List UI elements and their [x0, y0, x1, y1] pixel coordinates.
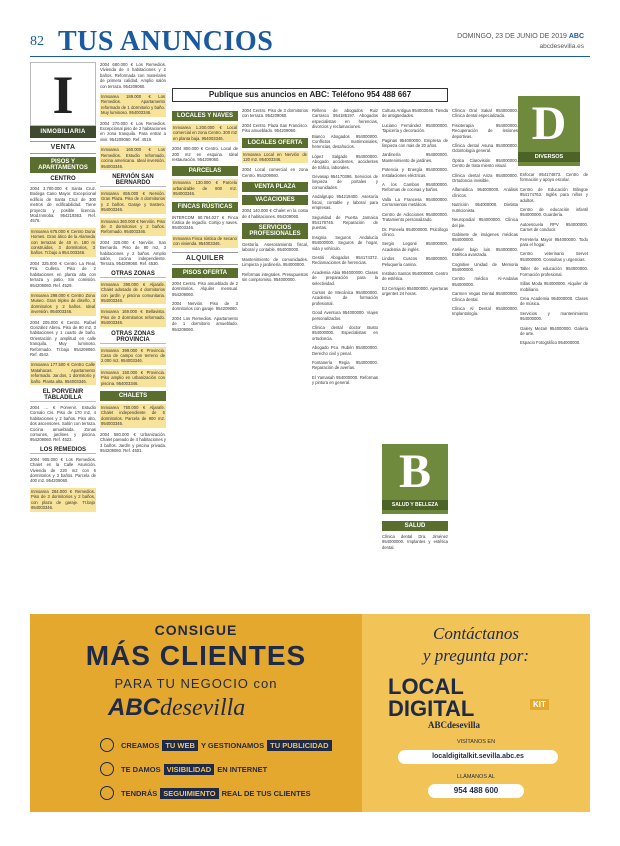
classified-ad: Clínica Al Dental 954000000. Implantología.: [452, 305, 518, 317]
local-digital-logo: LOCAL DIGITAL: [388, 674, 475, 721]
classified-ad: 2004 800.000 € Centro. Local de 200 m2 en esquina. Ideal restauración. 954209060.: [172, 146, 238, 163]
classified-ad: Inmoarea 150.000 € Provincia. Piso amplio en urbanización con piscina. 954003346.: [101, 369, 165, 386]
section-heading: VENTA PLAZA: [242, 182, 308, 192]
classified-ad: Alfamédica 954000000. Análisis clínicos.: [452, 187, 518, 198]
classified-ad: A los Cambos 954000000. Reformas de cocinas y baños.: [382, 182, 448, 193]
column-7: [452, 108, 518, 648]
classified-ad: 2004 905.000 € Los Remedios. Chalet en la Calle Asunción. Vivienda de 220 m2 con 6 dormitorios y 3 baños. Parcela de 400 m2. 954209060.: [30, 456, 96, 484]
sub-heading: EL PORVENIR TABLADILLA: [30, 389, 96, 402]
classified-ad: Insignia Seguros Andalucía 954000000. Seguros de hogar, vida y vehículo.: [312, 234, 378, 251]
column-5: [312, 108, 378, 648]
classified-ad: 2004 270.000 € Los Remedios. Excepcional piso de 2 habitaciones en zona tranquila. Para entrar a vivir. 954209060. Ref. 4519.: [100, 120, 166, 142]
column-8: [520, 172, 588, 602]
category-label: INMOBILIARIA: [30, 126, 96, 138]
classified-ad: 2004 325.000 € Nervión. San Bernardo. Piso de 90 m2, 3 habitaciones y 2 baños. Amplio salón, cocina independiente. Terraza. 954209060. Ref. 4530.: [100, 239, 166, 267]
abc-small-logo: ABCdesevilla: [428, 720, 481, 730]
section-letter: B: [398, 445, 431, 498]
section-title: TUS ANUNCIOS: [58, 26, 274, 57]
classified-ad: Valla La Francesa 954000000. Cerramientos metálicos.: [382, 196, 448, 208]
section-heading: PARCELAS: [172, 166, 238, 176]
tracking-icon: [100, 786, 114, 800]
column-inmobiliaria: [30, 62, 96, 602]
classified-ad: 2004 ... € Porvenir. Estudio Cornalo Cis. Piso de 170 m2, 4 habitaciones y 2 baños. Piso alto, dos ascensores. Salón con terraza. Cocina amueblada. Zonas comunes, jardines y piscina. 954209060. Ref. 4522.: [30, 405, 96, 443]
classified-ad: Centro de educación infantil 954000000. Guardería.: [520, 207, 588, 218]
site-url: abcdesevilla.es: [539, 43, 584, 50]
classified-ad: Clínica dental Asuna 954000000. Odontología general.: [452, 143, 518, 154]
classified-ad: Óptica Clarovisión 954000000. Centro de trata miento visual.: [452, 157, 518, 169]
classified-ad: Jardinería 954000000. Mantenimiento de jardines.: [382, 152, 448, 163]
classified-ad: Inmoarea Local en Nervión de 120 m2. 954003346.: [243, 151, 307, 163]
classified-ad: Centro de Educación Bilingüe 954174763. Inglés para niños y adultos.: [520, 186, 588, 203]
sub-heading: LOS REMEDIOS: [30, 447, 96, 454]
classified-ad: 2004 Nervión. Piso de 3 dormitorios con garaje. 954209060.: [172, 300, 238, 312]
classified-ad: Paginas 954000000. Empresa de limpieza con más de 20 años.: [382, 137, 448, 149]
section-heading: FINCAS RÚSTICAS: [172, 202, 238, 212]
section-heading: SALUD: [382, 521, 448, 531]
classified-ad: Inmoarea 160.000 € Los Remedios. Estudio reformado, cocina americana. Ideal inversión. 954003346.: [101, 147, 165, 169]
sub-heading: NERVIÓN SAN BERNARDO: [100, 174, 166, 187]
column-2: [100, 62, 166, 602]
classified-ad: Andalgrupo 954219400. Asesoría fiscal, contable y laboral para empresas.: [312, 194, 378, 211]
ad-left-panel: [30, 614, 362, 812]
visit-label: VISÍTANOS EN: [456, 739, 496, 745]
web-icon: [100, 738, 114, 752]
sub-heading: OTRAS ZONAS PROVINCIA: [100, 331, 166, 344]
section-letter: D: [531, 97, 567, 150]
category-label: DIVERSOS: [518, 152, 580, 162]
classified-ad: 2004 580.000 € Urbanización. Chalet pareado de 4 habitaciones y 3 baños. Jardín y piscina privada. 954209060. Ref. 4501.: [100, 431, 166, 453]
classified-ad: Clínica dental doctor Busto 954000000. Especialistas en ortodoncia.: [312, 325, 378, 341]
classified-ad: Gestoría. Asesoramiento fiscal, laboral y contable. 954000000.: [242, 242, 308, 253]
classified-ad: Taller de educación 954000000. Formación profesional.: [520, 266, 588, 277]
visibility-icon: [100, 762, 114, 776]
classified-ad: Instituto Santos 954000000. Centro de estética.: [382, 270, 448, 282]
classified-ad: Relleno de abogados Ruiz Carrasco 954185197. Abogados especialistas en herencias, divorcios y reclamaciones.: [312, 108, 378, 130]
section-heading: ALQUILER: [172, 252, 238, 265]
sub-heading: CENTRO: [30, 176, 96, 183]
classified-ad: Atelier bajo luis 954000000. Estética avanzada.: [452, 246, 518, 258]
section-heading: LOCALES OFERTA: [242, 138, 308, 148]
section-letter: I: [30, 62, 96, 126]
classified-ad: Sillas Moda 954000000. Alquiler de mobiliario.: [520, 281, 588, 292]
sub-heading: OTRAS ZONAS: [100, 271, 166, 278]
call-label: LLÁMANOS AL: [457, 774, 495, 780]
ad-headline: MÁS CLIENTES: [85, 640, 307, 671]
classified-ad: Centro veterinario Servet 954000000. Consultas y urgencias.: [520, 251, 588, 262]
ad-contact-subheading: y pregunta por:: [422, 646, 530, 665]
classified-ad: Ferretería Mayor 954000000. Todo para el hogar.: [520, 236, 588, 248]
classified-ad: Inmoarea Finca rústica de secano con vivienda. 954003346.: [173, 235, 237, 247]
classified-ad: 2004 680.000 € Los Remedios. Vivienda de 4 habitaciones y 2 baños. Reformada con materiales de primera calidad. Amplio salón con terraza. 954209060.: [100, 62, 166, 89]
classified-ad: Servicios y mantenimiento 954000000.: [520, 310, 588, 322]
classified-ad: Lindos Cuscos 954000000. Peluquería canina.: [382, 256, 448, 267]
diversos-section: [518, 96, 580, 166]
classified-ad: Galery Mezan 954000000. Galería de arte.: [520, 325, 588, 336]
classified-ad: Gestió Abogados 954174372. Reclamaciones de herencias.: [312, 254, 378, 266]
salud-belleza-section: [382, 444, 448, 514]
local-digital-kit-ad: [30, 614, 590, 812]
classified-ad: Inmoarea 284.000 € Remedios. Piso de 3 dormitorios y 2 baños, con plaza de garaje. Tr.bajo 954003346.: [31, 488, 95, 511]
ad-benefit-row: CREAMOS TU WEB Y GESTIONAMOS TU PUBLICIDAD: [100, 738, 332, 752]
classified-ad: 2004 Centro. Piso de 3 dormitorios con terraza. 954209060.: [242, 108, 308, 119]
classified-ad: INTERCOM 60.764.027 € Finca rústica de regadío. Cortijo y naves. 954003346.: [172, 214, 238, 231]
classified-ad: Inmoarea 390.000 € Aljarafe. Chalet adosado de 4 dormitorios con jardín y piscina comunitaria. 954003346.: [101, 281, 165, 303]
classified-ad: Inmoarea 655.000 € Nervión. Gran Plaza. Piso de 4 dormitorios y 2 baños. Garaje y trastero. 954003346.: [101, 190, 165, 213]
column-6: [382, 108, 448, 438]
classified-ad: Autoescuela RPV 954000000. Carnet de conducir.: [520, 221, 588, 233]
page-header: [0, 0, 620, 58]
classified-ad: Fisioterapia 954000000. Recuperación de lesiones deportivas.: [452, 122, 518, 139]
abc-logo: ABCdesevilla: [108, 694, 246, 721]
classified-ad: 2004 3.700.000 € Santa Cruz. Bodega Cano Mayor. Excepcional edificio de Santa Cruz de 300 metros de edificabilidad. Tiene proyecto y posible licencia. Mod.Inmoba: 954219363. Ref. 4576.: [30, 186, 96, 224]
phone-banner: Publique sus anuncios en ABC: Teléfono 954 488 667: [172, 88, 448, 102]
classified-ad: Inmoarea 298.000 € Centro Zona Museo. Gran triplex de diseño, 3 dormitorios y 2 baños. Ideal inversión. 954003346.: [31, 292, 95, 315]
phone-link[interactable]: 954 488 600: [428, 784, 524, 798]
classified-ad: Carmen Vegas Dental 954000000. Clínica dental.: [452, 291, 518, 302]
kit-badge: KIT: [530, 699, 549, 710]
classified-ad: 2004 Centro. Plaza San Francisco. Piso amueblado. 954209060.: [242, 122, 308, 134]
classified-ad: Clínica dental Dra. Jiménez 954000000. Implantes y estética dental.: [382, 534, 448, 550]
classified-ad: Inmoarea 1.200.000 € Local comercial en zona Centro. 300 m2 en planta baja. 954003346.: [173, 125, 238, 141]
classified-ad: Centro de Adicciones 954000000. Tratamiento personalizado.: [382, 211, 448, 223]
section-heading: SERVICIOS PROFESIONALES: [242, 223, 308, 239]
header-divider: [30, 56, 590, 57]
classified-ad: Reformas integrales. Presupuestos sin compromiso. 954000000.: [242, 271, 308, 283]
column-4: [242, 108, 308, 648]
column-6-bottom: [382, 518, 448, 602]
section-heading: CHALETS: [100, 391, 166, 401]
classified-ad: 2004 140.000 € Chalet en la costa de 4 habitaciones. 954209060.: [242, 208, 308, 219]
classified-ad: 2004 325.000 € Centro La Real, Pza. Cullera. Piso de 2 habitaciones en planta alta con terraza y patio. Sin comisión. 954209060. Ref. 4529.: [30, 260, 96, 288]
classified-ad: Inmoarea 169.000 € Bellavista. Piso de 3 dormitorios reformado. 954003346.: [101, 309, 165, 326]
classified-ad: Good Aventura 954000000. Viajes personalizados.: [312, 310, 378, 321]
ad-contact-heading: Contáctanos: [433, 624, 519, 643]
classified-ad: Centro médico Al-Andalus 954000000.: [452, 276, 518, 287]
issue-date: DOMINGO, 23 DE JUNIO DE 2019 ABC: [457, 33, 584, 40]
classified-ad: 2004 Centro. Piso amueblado de 2 dormitorios. Alquiler mensual. 954209060.: [172, 280, 238, 297]
classified-ad: Inmoarea 189.000 € Los Remedios. Apartamento reformado de 1 dormitorio y baño. Muy luminoso. 954003346.: [101, 94, 165, 116]
ad-right-panel: [362, 614, 590, 812]
classified-ad: López Salgado 954000000. Abogado accidentes, accidentes de tráfico, laborales.: [312, 153, 378, 170]
classified-ad: Abogado Pco. Rubén 954000000. Derecho civil y penal.: [312, 345, 378, 356]
classified-ad: Mantenimiento de comunidades. Limpieza y jardinería. 954000000.: [242, 256, 308, 268]
section-heading: PISOS Y APARTAMENTOS: [30, 157, 96, 173]
classified-ad: 2004 Los Remedios. Apartamento de 1 dormitorio amueblado. 954209060.: [172, 315, 238, 332]
classified-ad: Cursos de Mecánica 954000000. Academia de formación profesional.: [312, 289, 378, 306]
classified-ad: Inmoarea 360.000 € Nervión. Piso de 3 dormitorios y 2 baños. Reformado. 954003346.: [101, 218, 165, 235]
classified-ad: Nutrición 954000000. Dietista nutricionista.: [452, 202, 518, 213]
classified-ad: Clínica Oral Sakal 954000000. Clínica dental especializada.: [452, 108, 518, 119]
classified-ad: Gevasap 954170396. Servicios de limpieza de portales y comunidades.: [312, 174, 378, 190]
classified-ad: Dr. Poneela 954000000. Psicólogo clínico.: [382, 226, 448, 237]
classified-ad: Gabinete de imágenes médicas 954000000.: [452, 231, 518, 243]
column-3: [172, 108, 238, 648]
classified-ad: Cognitive Unidad de Memoria 954000000.: [452, 261, 518, 272]
classified-ad: 2004 Local comercial en zona Centro. 954209060.: [242, 167, 308, 178]
classified-ad: Academia Abia 954000000. Clases de preparación para la selectividad.: [312, 269, 378, 286]
classified-ad: Luciano Fernández 954000000. Tapicería y decoración.: [382, 122, 448, 134]
section-heading: LOCALES Y NAVES: [172, 111, 238, 121]
classified-ad: Cultura Antigua 954003046. Tienda de antigüedades.: [382, 108, 448, 119]
classified-ad: Neuropodial 954000000. Clínica del pie.: [452, 217, 518, 228]
ad-benefit-row: TE DAMOS VISIBILIDAD EN INTERNET: [100, 762, 267, 776]
classified-ad: Seguridad de Puerta Jamaica 954178745. Reparación de puertas.: [312, 214, 378, 231]
classified-ad: Clínica dental Ariza 954000000. Ortodoncia invisible.: [452, 172, 518, 184]
classified-ad: Fontanería Regia 954000000. Reparación de averías.: [312, 360, 378, 371]
classified-ad: Sergio Legoné 954000000. Academia de inglés.: [382, 241, 448, 252]
classified-ad: Bianco Abogados 954000000. Conflictos matrimoniales, herencias, desahucios.: [312, 133, 378, 150]
section-heading: VENTA: [30, 141, 96, 154]
classified-ad: EJ Cerrajero 954000000. Aperturas urgentes 24 horas.: [382, 285, 448, 297]
classified-ad: Inmoarea 675.000 € Centro Duna Homes. Gran ático de la Alameda con terrazas de 40 m. 180 m construidos, 3 dormitorios, 3 baños. Tr.bajo a 954.003346.: [31, 228, 95, 256]
classified-ad: 2004 205.000 € Centro. Rafael González Abreu. Piso de 90 m2, 3 habitaciones y 1 cuarto de baño. Orientación y amplitud en calle tranquila. Muy luminoso. Reformado. Tr.bajo 954209060. Ref. 4542.: [30, 319, 96, 357]
ad-subheadline: PARA TU NEGOCIO con: [114, 676, 278, 691]
section-heading: VACACIONES: [242, 195, 308, 205]
classified-ad: Inmoarea 177.500 € Centro Calle Matahacas. Apartamento reformado. Jar.dos, 1 dormitorio y baño. Planta alta. 954003346.: [31, 362, 95, 384]
page-number: 82: [30, 34, 44, 49]
ad-headline-small: CONSIGUE: [154, 622, 238, 638]
classified-ad: Inmoarea 399.000 € Provincia. Casa de campo con terreno de 2.000 m2. 954003346.: [101, 347, 165, 364]
classified-ad: Potencia y Energía 954000000. Instalaciones eléctricas.: [382, 167, 448, 178]
website-link[interactable]: localdigitalkit.sevilla.abc.es: [398, 750, 558, 764]
classified-ad: Inmoarea 130.000 € Parcela urbanizable de 800 m2. 954003346.: [173, 180, 237, 197]
classified-ad: Espacio Fotográfico 954000000.: [520, 340, 581, 346]
ad-benefit-row: TENDRÁS SEGUIMIENTO REAL DE TUS CLIENTES: [100, 786, 311, 800]
classified-ad: Inmoarea 750.000 € Aljarafe. Chalet independiente de 5 dormitorios. Parcela de 900 m2. 954003346.: [101, 405, 165, 427]
section-heading: PISOS OFERTA: [172, 268, 238, 278]
classified-ad: El Yamasah 954000000. Reformas y pintura en general.: [312, 374, 378, 386]
classified-ad: Enfocar 954174873. Centro de formación y apoyo escolar.: [520, 172, 588, 183]
classified-ad: Crea Academia 954000000. Clases de música.: [520, 295, 588, 307]
category-label: SALUD Y BELLEZA: [382, 500, 448, 510]
